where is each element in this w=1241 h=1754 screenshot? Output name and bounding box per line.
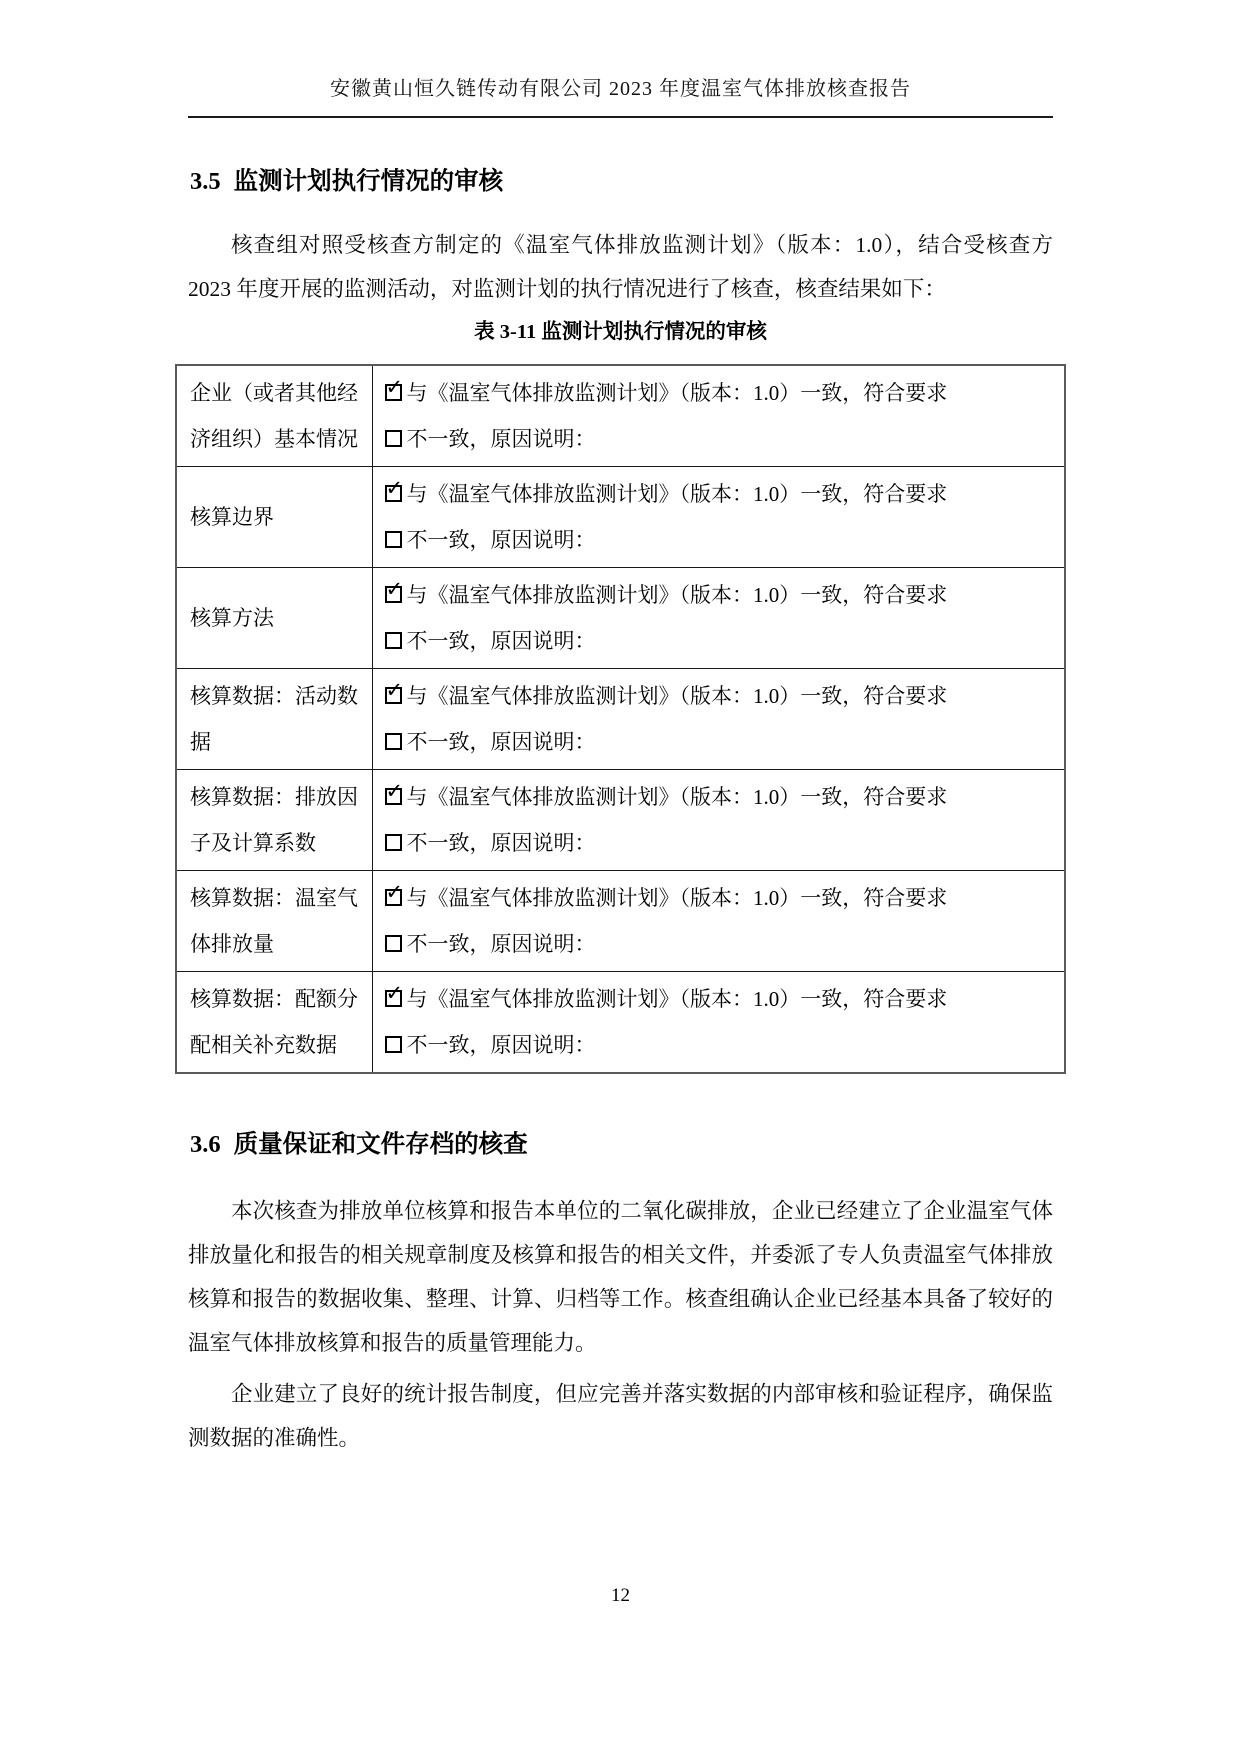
option-inconsistent-label: 不一致，原因说明： bbox=[406, 730, 596, 754]
table-row bbox=[176, 871, 1065, 972]
option-consistent-label: 与《温室气体排放监测计划》（版本：1.0）一致，符合要求 bbox=[406, 482, 948, 506]
section-3-6-paragraph-1: 本次核查为排放单位核算和报告本单位的二氧化碳排放，企业已经建立了企业温室气体排放量化和报告的相关规章制度及核算和报告的相关文件，并委派了专人负责温室气体排放核算和报告的数据收集、整理、计算、归档等工作。核查组确认企业已经基本具备了较好的温室气体排放核算和报告的质量管理能力。 bbox=[188, 1199, 1053, 1355]
row-options bbox=[372, 568, 1065, 669]
section-3-6-title: 质量保证和文件存档的核查 bbox=[233, 1131, 528, 1158]
document-header bbox=[188, 0, 1053, 118]
row-options bbox=[372, 871, 1065, 972]
option-inconsistent bbox=[385, 921, 1055, 967]
option-inconsistent bbox=[385, 416, 1055, 462]
option-inconsistent-label: 不一致，原因说明： bbox=[406, 831, 596, 855]
row-options bbox=[372, 972, 1065, 1074]
option-inconsistent bbox=[385, 719, 1055, 765]
option-consistent-label: 与《温室气体排放监测计划》（版本：1.0）一致，符合要求 bbox=[406, 583, 948, 607]
unchecked-checkbox-icon bbox=[385, 733, 402, 750]
section-3-6-heading bbox=[190, 1130, 1053, 1160]
table-3-11-caption: 表 3-11 监测计划执行情况的审核 bbox=[474, 321, 767, 343]
section-3-5-paragraph: 核查组对照受核查方制定的《温室气体排放监测计划》（版本：1.0），结合受核查方 2023 年度开展的监测活动，对监测计划的执行情况进行了核查，核查结果如下： bbox=[188, 233, 1053, 301]
option-inconsistent bbox=[385, 820, 1055, 866]
unchecked-checkbox-icon bbox=[385, 430, 402, 447]
option-inconsistent-label: 不一致，原因说明： bbox=[406, 528, 596, 552]
option-inconsistent bbox=[385, 517, 1055, 563]
row-label: 核算数据：排放因子及计算系数 bbox=[176, 770, 372, 871]
checked-checkbox-icon: ✓ bbox=[385, 375, 404, 399]
table-row bbox=[176, 669, 1065, 770]
checked-checkbox-icon: ✓ bbox=[385, 880, 404, 904]
checked-checkbox-icon: ✓ bbox=[385, 779, 404, 803]
unchecked-checkbox-icon bbox=[385, 834, 402, 851]
table-row bbox=[176, 467, 1065, 568]
section-3-5-number: 3.5 bbox=[190, 168, 221, 195]
option-inconsistent-label: 不一致，原因说明： bbox=[406, 629, 596, 653]
checked-checkbox-icon: ✓ bbox=[385, 476, 404, 500]
option-consistent-label: 与《温室气体排放监测计划》（版本：1.0）一致，符合要求 bbox=[406, 785, 948, 809]
table-row bbox=[176, 365, 1065, 467]
option-consistent bbox=[385, 774, 1055, 820]
option-consistent bbox=[385, 875, 1055, 921]
table-row bbox=[176, 770, 1065, 871]
option-consistent-label: 与《温室气体排放监测计划》（版本：1.0）一致，符合要求 bbox=[406, 381, 948, 405]
monitoring-plan-audit-table bbox=[175, 364, 1066, 1074]
table-row bbox=[176, 568, 1065, 669]
option-inconsistent bbox=[385, 1022, 1055, 1068]
option-consistent-label: 与《温室气体排放监测计划》（版本：1.0）一致，符合要求 bbox=[406, 987, 948, 1011]
option-consistent bbox=[385, 673, 1055, 719]
option-consistent bbox=[385, 471, 1055, 517]
row-options bbox=[372, 669, 1065, 770]
section-3-6-paragraph-2: 企业建立了良好的统计报告制度，但应完善并落实数据的内部审核和验证程序，确保监测数据的准确性。 bbox=[188, 1382, 1053, 1450]
checked-checkbox-icon: ✓ bbox=[385, 981, 404, 1005]
row-options bbox=[372, 365, 1065, 467]
row-label: 核算边界 bbox=[176, 467, 372, 568]
section-3-5-heading bbox=[190, 167, 1053, 197]
row-options bbox=[372, 467, 1065, 568]
unchecked-checkbox-icon bbox=[385, 1036, 402, 1053]
option-consistent-label: 与《温室气体排放监测计划》（版本：1.0）一致，符合要求 bbox=[406, 684, 948, 708]
row-label: 企业（或者其他经济组织）基本情况 bbox=[176, 365, 372, 467]
row-label: 核算数据：温室气体排放量 bbox=[176, 871, 372, 972]
row-label: 核算数据：配额分配相关补充数据 bbox=[176, 972, 372, 1074]
row-options bbox=[372, 770, 1065, 871]
checked-checkbox-icon: ✓ bbox=[385, 577, 404, 601]
row-label: 核算数据：活动数据 bbox=[176, 669, 372, 770]
table-row bbox=[176, 972, 1065, 1074]
option-inconsistent bbox=[385, 618, 1055, 664]
option-inconsistent-label: 不一致，原因说明： bbox=[406, 1033, 596, 1057]
checked-checkbox-icon: ✓ bbox=[385, 678, 404, 702]
document-header-title: 安徽黄山恒久链传动有限公司 2023 年度温室气体排放核查报告 bbox=[330, 78, 911, 100]
option-inconsistent-label: 不一致，原因说明： bbox=[406, 427, 596, 451]
unchecked-checkbox-icon bbox=[385, 531, 402, 548]
section-3-6-number: 3.6 bbox=[190, 1131, 221, 1158]
row-label: 核算方法 bbox=[176, 568, 372, 669]
option-consistent-label: 与《温室气体排放监测计划》（版本：1.0）一致，符合要求 bbox=[406, 886, 948, 910]
option-consistent bbox=[385, 370, 1055, 416]
option-consistent bbox=[385, 572, 1055, 618]
option-inconsistent-label: 不一致，原因说明： bbox=[406, 932, 596, 956]
page-number: 12 bbox=[611, 1585, 630, 1606]
option-consistent bbox=[385, 976, 1055, 1022]
unchecked-checkbox-icon bbox=[385, 935, 402, 952]
unchecked-checkbox-icon bbox=[385, 632, 402, 649]
section-3-5-title: 监测计划执行情况的审核 bbox=[233, 168, 504, 195]
